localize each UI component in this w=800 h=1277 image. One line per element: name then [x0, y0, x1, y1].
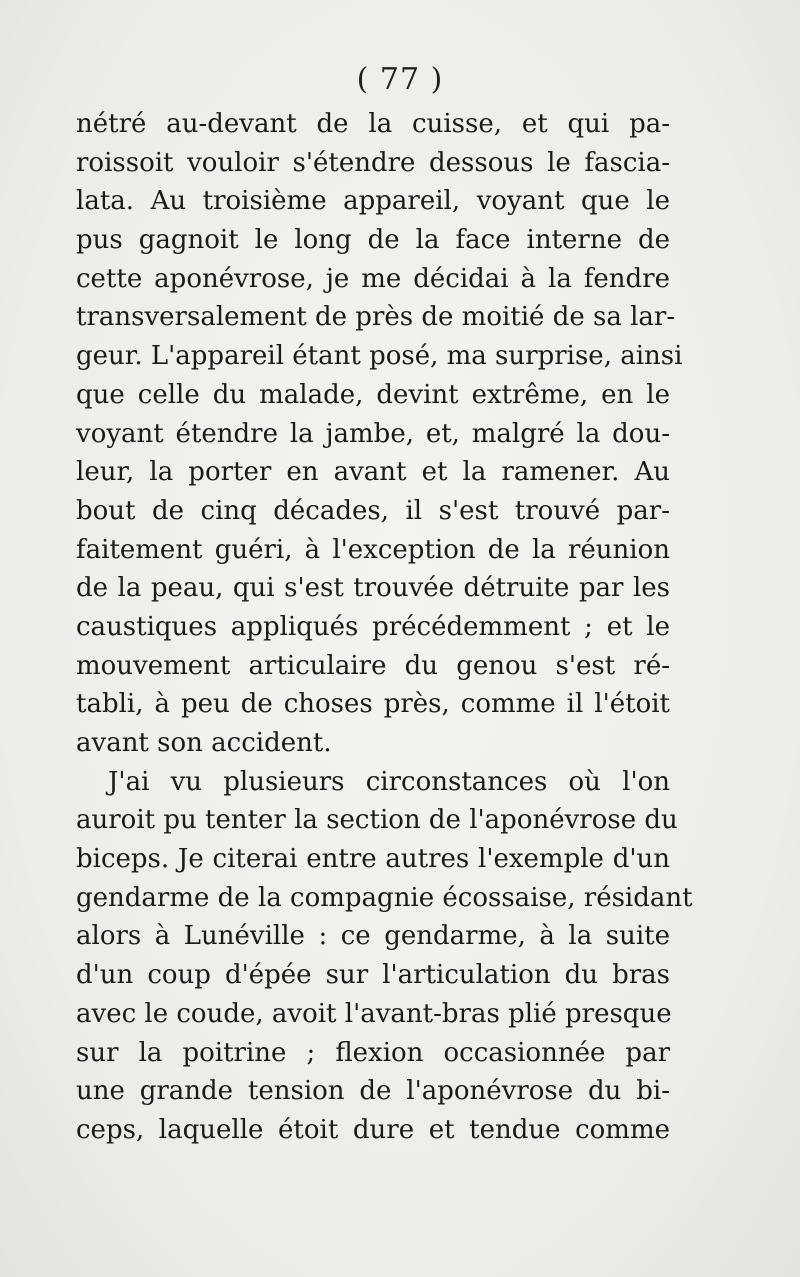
text-line: roissoit vouloir s'étendre dessous le fascia- — [76, 147, 670, 178]
page-number: ( 77 ) — [356, 62, 444, 97]
text-line: mouvement articulaire du genou s'est ré- — [76, 650, 670, 681]
paragraph-end-line: avant son accident. — [76, 728, 332, 758]
text-line: d'un coup d'épée sur l'articulation du bras — [76, 960, 670, 991]
text-line: biceps. Je citerai entre autres l'exemple d'un — [76, 844, 670, 875]
text-line: alors à Lunéville : ce gendarme, à la suite — [76, 921, 670, 952]
text-line: ceps, laquelle étoit dure et tendue comme — [76, 1114, 670, 1145]
text-line: gendarme de la compagnie écossaise, résidant — [76, 882, 693, 913]
text-line: que celle du malade, devint extrême, en le — [76, 379, 670, 410]
text-line: tabli, à peu de choses près, comme il l'étoit — [76, 689, 670, 720]
text-line: lata. Au troisième appareil, voyant que le — [76, 186, 670, 217]
text-line: auroit pu tenter la section de l'aponévrose du — [76, 805, 678, 836]
text-line: faitement guéri, à l'exception de la réunion — [76, 534, 670, 565]
text-line: leur, la porter en avant et la ramener. Au — [76, 457, 670, 488]
text-line: voyant étendre la jambe, et, malgré la dou- — [76, 418, 670, 449]
body-text — [76, 105, 693, 1150]
text-line: avec le coude, avoit l'avant-bras plié presque — [76, 998, 672, 1029]
text-line: sur la poitrine ; flexion occasionnée par — [76, 1037, 670, 1068]
text-line: bout de cinq décades, il s'est trouvé par- — [76, 495, 670, 526]
text-line: de la peau, qui s'est trouvée détruite par les — [76, 573, 670, 604]
text-line: nétré au-devant de la cuisse, et qui pa- — [76, 109, 670, 139]
text-line: geur. L'appareil étant posé, ma surprise, ainsi — [76, 341, 683, 372]
text-line: pus gagnoit le long de la face interne de — [76, 225, 670, 256]
text-line: une grande tension de l'aponévrose du bi- — [76, 1076, 670, 1107]
paragraph-start-line: J'ai vu plusieurs circonstances où l'on — [108, 766, 670, 797]
text-line: cette aponévrose, je me décidai à la fendre — [76, 263, 670, 294]
text-line: caustiques appliqués précédemment ; et le — [76, 611, 670, 642]
text-line: transversalement de près de moitié de sa lar- — [76, 302, 676, 333]
